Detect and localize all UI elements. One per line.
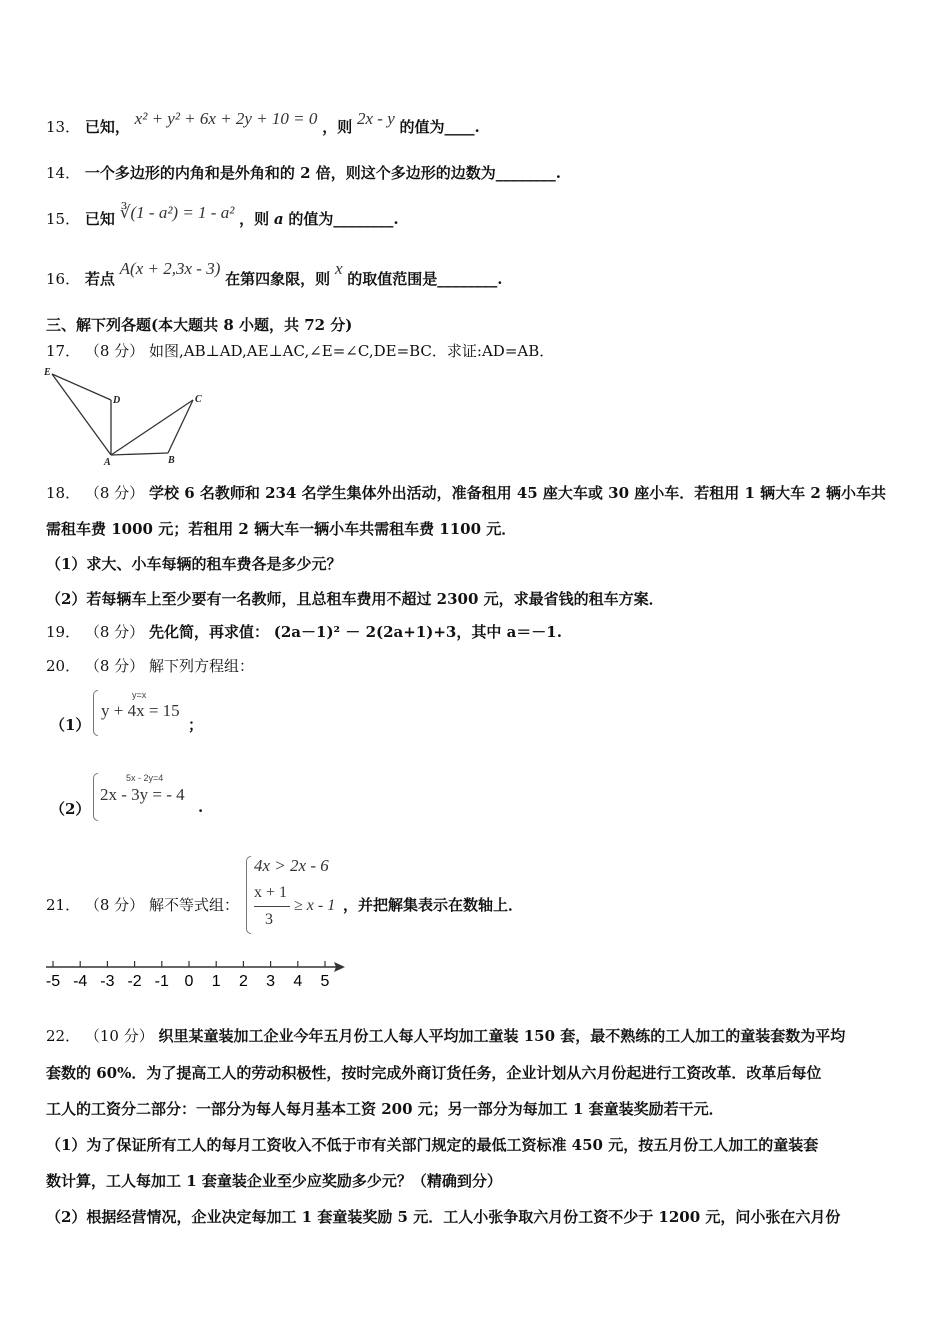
q21-system-brace [246,856,251,934]
q22-sub-1-line-2: 数计算，工人每加工 1 套童装企业至少应奖励多少元？（精确到分） [46,1172,502,1190]
q20-part-2-top-equation: 5x - 2y=4 [126,773,164,783]
q22-text-line-1: 织里某童装加工企业今年五月份工人每人平均加工童装 150 套，最不熟练的工人加工的童装套数为平均 [158,1027,846,1045]
q16-variable: x [334,259,343,278]
number-line-tick-label: 3 [266,973,276,990]
q20-score: （8 分） [84,657,145,675]
q21-score: （8 分） [84,896,145,914]
number-line-tick-label: -5 [45,973,61,990]
question-13 [46,109,480,137]
q19-expression: (2a－1)² － 2(2a+1)+3，其中 a＝－1. [273,623,562,641]
q20-part-1-brace [93,690,98,736]
q18-text-line-2: 需租车费 1000 元；若租用 2 辆大车一辆小车共需租车费 1100 元． [46,520,517,538]
question-14 [46,162,561,183]
q13-expression: 2x - y [356,109,395,128]
q16-number: 16． [46,270,81,288]
question-19 [46,621,562,642]
label-A: A [104,457,111,468]
q16-point: A(x + 2,3x - 3) [119,259,221,278]
q20-part-1-end: ； [188,716,204,734]
number-line-tick-label: -3 [100,973,115,990]
q22-sub-1-line-1: （1）为了保证所有工人的每月工资收入不低于市有关部门规定的最低工资标准 450 元，按五月份工人加工的童装套 [46,1136,819,1154]
q14-number: 14． [46,164,81,182]
q16-pre: 若点 [84,270,115,288]
number-line-tick-label: -2 [127,973,142,990]
q13-post: 的值为____. [399,118,480,136]
q18-sub-2: （2）若每辆车上至少要有一名教师，且总租车费用不超过 2300 元，求最省钱的租车方案． [46,590,664,608]
question-16 [46,259,503,289]
number-line-tick-label: -1 [154,973,169,990]
q20-part-2-end: . [198,798,204,816]
q18-sub-1: （1）求大、小车每辆的租车费各是多少元？ [46,555,342,573]
q14-text: 一个多边形的内角和是外角和的 2 倍，则这个多边形的边数为________. [84,164,561,182]
number-line-tick-label: 5 [320,973,330,990]
q15-post: 的值为________. [288,210,399,228]
q18-number: 18． [46,484,81,502]
q20-text: 解下列方程组： [148,657,254,675]
q17-number: 17． [46,342,81,360]
q13-number: 13． [46,118,81,136]
label-C: C [195,394,202,405]
q20-part-1-bottom-equation: y + 4x = 15 [101,701,180,720]
number-line-tick-label: -4 [73,973,88,990]
q21-pre: 解不等式组： [148,896,239,914]
number-line-tick-label: 1 [211,973,221,990]
q21-inequality-1: 4x > 2x - 6 [254,856,329,875]
number-line-tick-label: 2 [238,973,248,990]
question-18-line-1 [46,482,886,503]
q22-score: （10 分） [84,1027,154,1045]
question-22-line-1 [46,1025,845,1046]
q21-fraction-numerator: x + 1 [254,884,288,901]
question-21 [46,894,239,915]
q22-text-line-2: 套数的 60%．为了提高工人的劳动积极性，按时完成外商订货任务，企业计划从六月份起进行工资改革．改革后每位 [46,1064,822,1082]
q21-fraction-denominator: 3 [265,911,273,928]
q15-number: 15． [46,210,81,228]
label-E: E [44,367,51,378]
q13-pre: 已知， [84,118,130,136]
q21-fraction-bar [254,906,290,907]
q17-score: （8 分） [84,342,145,360]
q13-equation: x² + y² + 6x + 2y + 10 = 0 [134,109,318,128]
q15-variable: a [273,210,284,228]
label-B: B [168,455,175,466]
q16-post: 的取值范围是________. [347,270,503,288]
q22-text-line-3: 工人的工资分二部分：一部分为每人每月基本工资 200 元；另一部分为每加工 1 套童装奖励若干元． [46,1100,724,1118]
q18-text-line-1: 学校 6 名教师和 234 名学生集体外出活动，准备租用 45 座大车或 30 座小车．若租用 1 辆大车 2 辆小车共 [148,484,887,502]
q20-part-2-label: （2） [50,800,91,818]
question-15 [46,203,399,229]
q20-number: 20． [46,657,81,675]
section-3-heading: 三、解下列各题(本大题共 8 小题，共 72 分) [46,316,353,334]
q20-part-2-bottom-equation: 2x - 3y = - 4 [100,785,185,804]
q15-equation: ∛(1 - a²) = 1 - a² [119,203,235,222]
q17-text: 如图,AB⊥AD,AE⊥AC,∠E=∠C,DE=BC．求证:AD=AB． [148,342,555,360]
segment-EA [52,374,111,455]
number-line-tick-label: 4 [293,973,303,990]
q21-number: 21． [46,896,81,914]
q20-part-2-brace [93,773,98,821]
q22-number: 22． [46,1027,81,1045]
q16-mid: 在第四象限，则 [225,270,331,288]
q20-part-1-top-equation: y=x [132,690,147,700]
number-line-tick-label: 0 [184,973,194,990]
q21-inequality-2-rest: ≥ x - 1 [294,897,336,914]
label-D: D [113,395,121,406]
q18-score: （8 分） [84,484,145,502]
question-20 [46,655,254,676]
q19-score: （8 分） [84,623,145,641]
q13-mid: ，则 [322,118,353,136]
q21-post: ，并把解集表示在数轴上． [343,896,524,914]
q19-number: 19． [46,623,81,641]
q17-geometry-figure [40,364,220,470]
q20-part-1-label: （1） [50,716,91,734]
segment-AB [111,453,168,455]
q15-mid: ，则 [239,210,270,228]
question-17 [46,340,554,361]
q19-pre: 先化简，再求值： [148,623,269,641]
q15-pre: 已知 [84,210,115,228]
q22-sub-2: （2）根据经营情况，企业决定每加工 1 套童装奖励 5 元．工人小张争取六月份工资不少于 1200 元，问小张在六月份 [46,1208,841,1226]
q21-number-line [40,956,352,996]
